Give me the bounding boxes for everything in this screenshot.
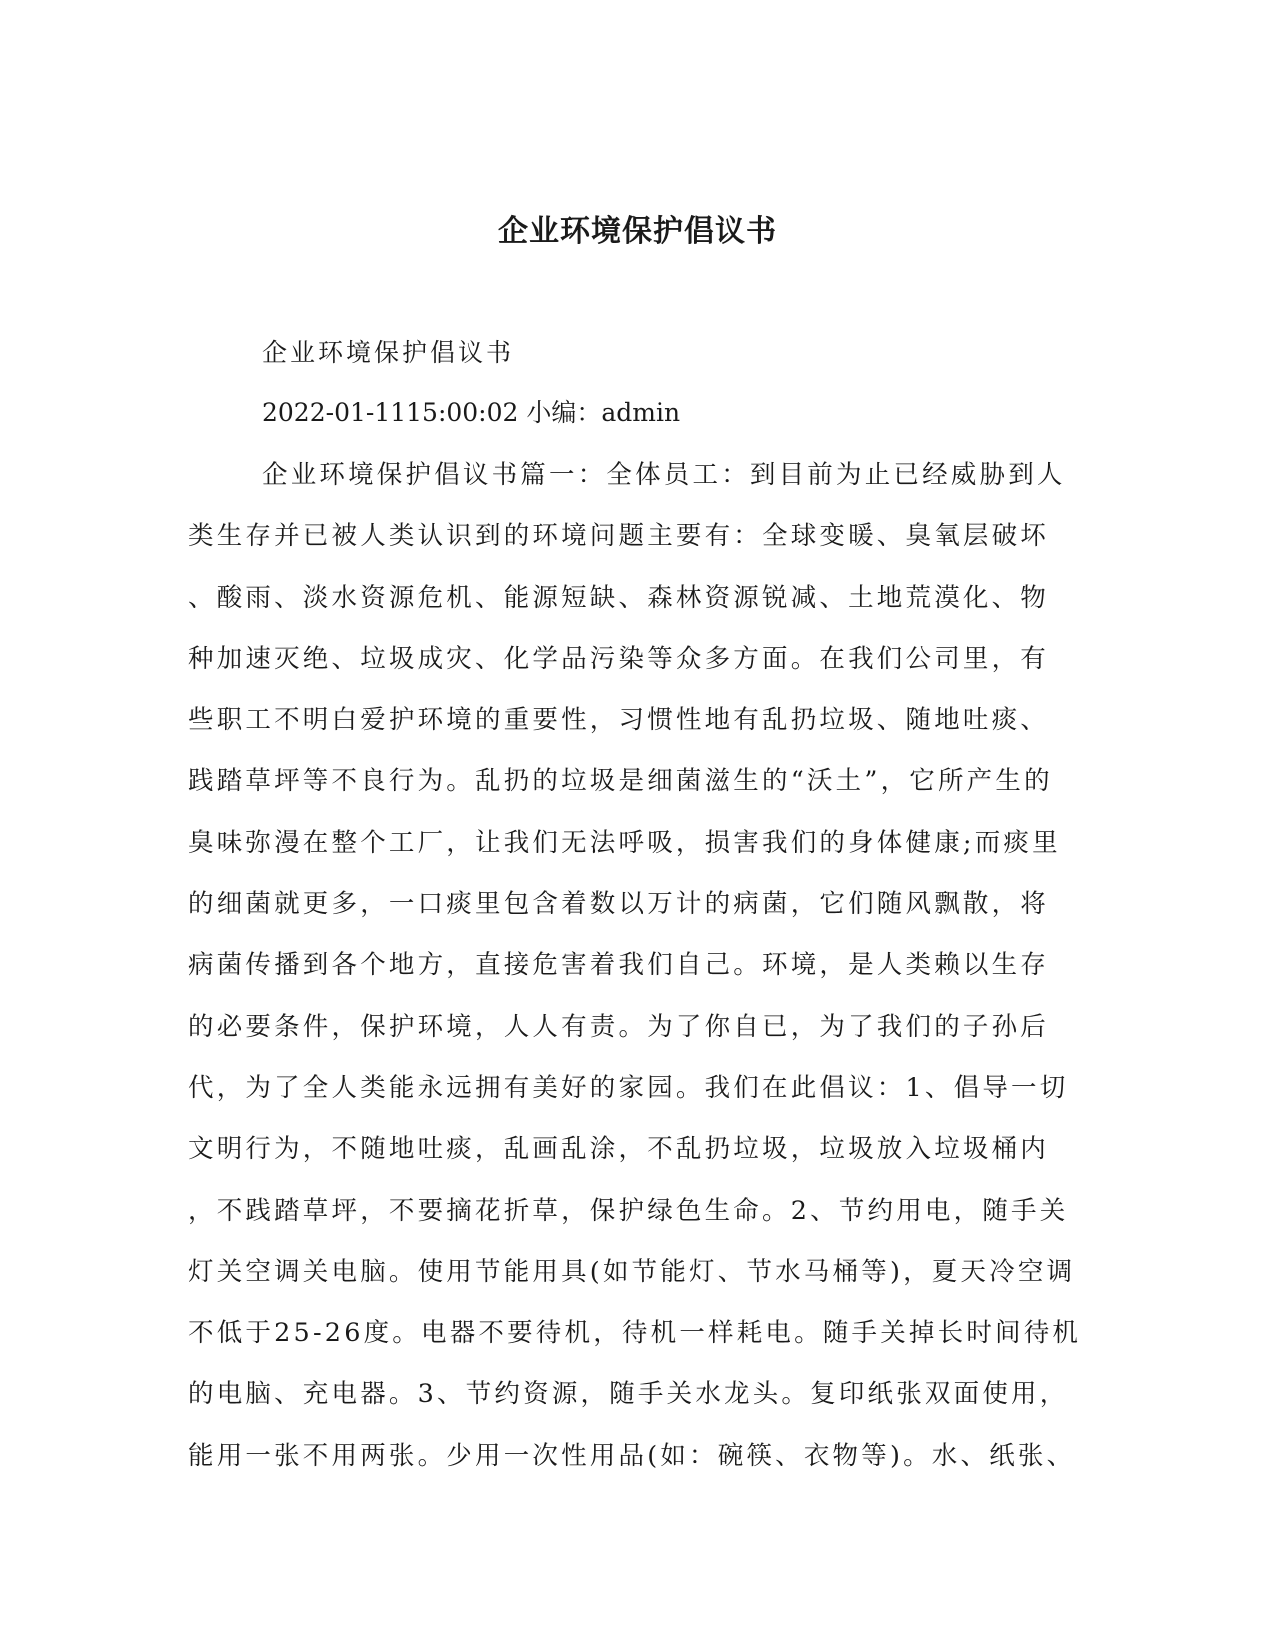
body-line: 的细菌就更多，一口痰里包含着数以万计的病菌，它们随风飘散，将 (188, 889, 1050, 920)
body-line: 的必要条件，保护环境，人人有责。为了你自已，为了我们的子孙后 (188, 1011, 1050, 1042)
body-line: 代，为了全人类能永远拥有美好的家园。我们在此倡议：1、倡导一切 (188, 1072, 1069, 1103)
body-line: 类生存并已被人类认识到的环境问题主要有：全球变暖、臭氧层破坏 (188, 521, 1050, 552)
body-line: 灯关空调关电脑。使用节能用具(如节能灯、节水马桶等)，夏天冷空调 (188, 1256, 1076, 1287)
body-line: 企业环境保护倡议书篇一：全体员工：到目前为止已经威胁到人 (262, 460, 1066, 490)
date-author-line: 2022-01-1115:00:02 小编：admin (262, 398, 681, 427)
body-line: ，不践踏草坪，不要摘花折草，保护绿色生命。2、节约用电，随手关 (188, 1195, 1069, 1226)
body-line: 、酸雨、淡水资源危机、能源短缺、森林资源锐减、土地荒漠化、物 (188, 582, 1050, 613)
body-line: 文明行为，不随地吐痰，乱画乱涂，不乱扔垃圾，垃圾放入垃圾桶内 (188, 1134, 1050, 1165)
body-line: 的电脑、充电器。3、节约资源，随手关水龙头。复印纸张双面使用， (188, 1379, 1069, 1410)
body-line: 种加速灭绝、垃圾成灾、化学品污染等众多方面。在我们公司里，有 (188, 643, 1050, 674)
document-subtitle: 企业环境保护倡议书 (262, 338, 515, 367)
body-line: 些职工不明白爱护环境的重要性，习惯性地有乱扔垃圾、随地吐痰、 (188, 705, 1050, 736)
body-paragraph (188, 445, 1086, 1487)
body-line: 病菌传播到各个地方，直接危害着我们自己。环境，是人类赖以生存 (188, 950, 1050, 981)
body-line: 践踏草坪等不良行为。乱扔的垃圾是细菌滋生的“沃土”，它所产生的 (188, 766, 1053, 797)
body-line: 不低于25-26度。电器不要待机，待机一样耗电。随手关掉长时间待机 (188, 1318, 1082, 1349)
body-line: 臭味弥漫在整个工厂，让我们无法呼吸，损害我们的身体健康;而痰里 (188, 827, 1061, 858)
document-title: 企业环境保护倡议书 (498, 214, 777, 249)
body-line: 能用一张不用两张。少用一次性用品(如：碗筷、衣物等)。水、纸张、 (188, 1440, 1076, 1471)
